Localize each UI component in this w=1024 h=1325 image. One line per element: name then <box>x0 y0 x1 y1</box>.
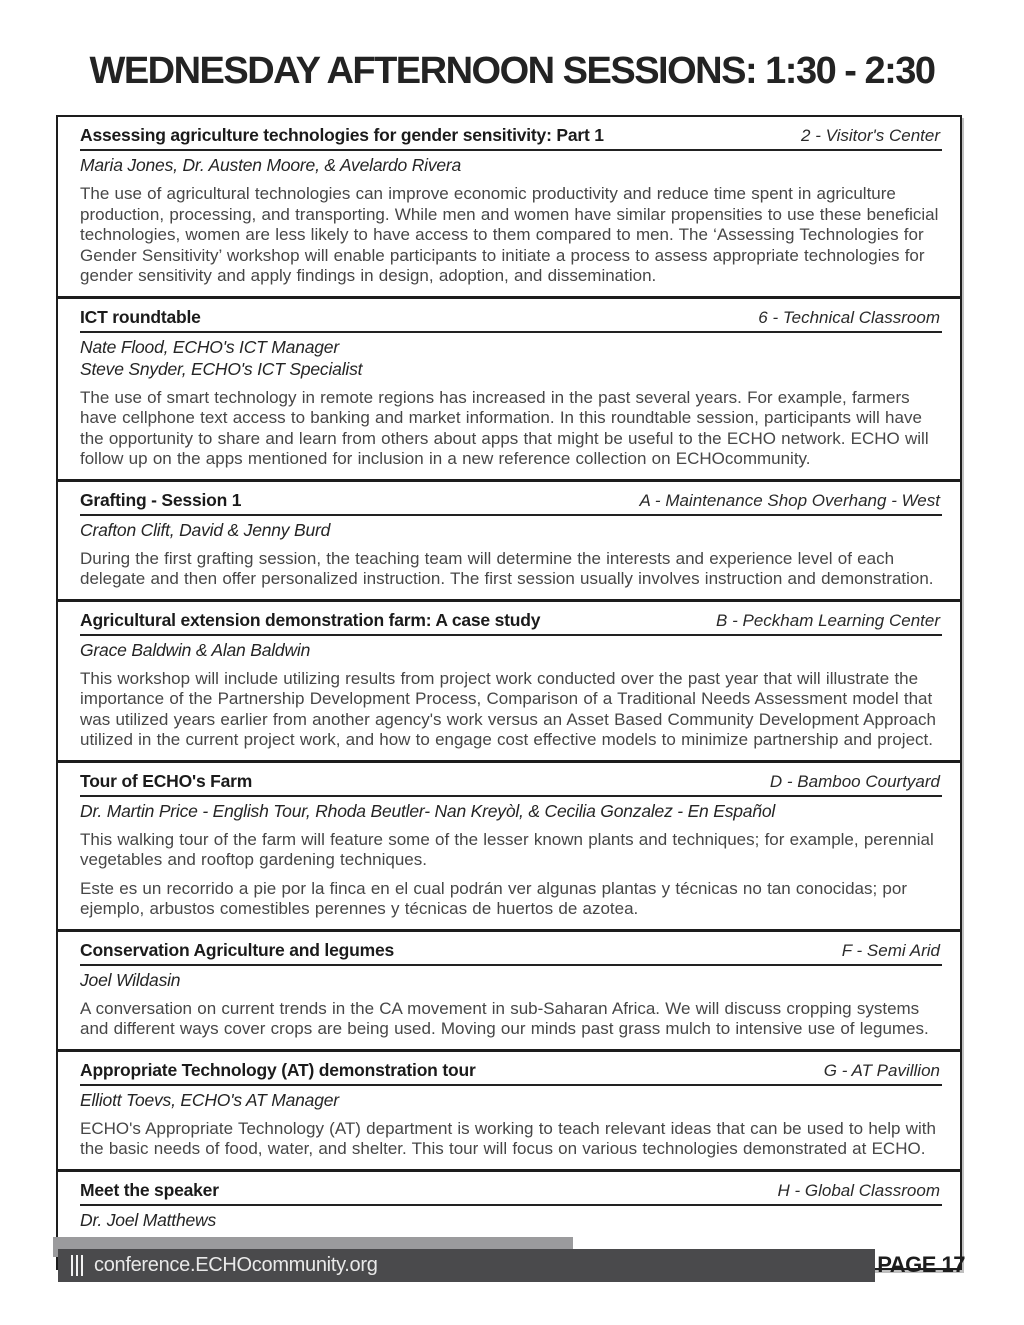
session-header <box>80 768 942 797</box>
session-description <box>80 549 942 590</box>
session-location: 6 - Technical Classroom <box>758 307 940 327</box>
speaker-line: Maria Jones, Dr. Austen Moore, & Avelardo Rivera <box>80 155 462 175</box>
speaker-line: Nate Flood, ECHO's ICT Manager <box>80 336 339 357</box>
session-speakers <box>80 519 942 541</box>
session-header <box>80 937 942 966</box>
session-card-4 <box>58 602 960 763</box>
description-paragraph: ECHO's Appropriate Technology (AT) department is working to teach relevant ideas that can be used to help with the basic needs of food, water, and shelter. This tour will focus on various technologies demonstrated at ECHO. <box>80 1118 936 1158</box>
session-header <box>80 607 942 636</box>
session-title: Appropriate Technology (AT) demonstration tour <box>80 1059 476 1080</box>
session-speakers <box>80 154 942 176</box>
speaker-line: Grace Baldwin & Alan Baldwin <box>80 639 311 660</box>
session-title: Conservation Agriculture and legumes <box>80 939 395 960</box>
speaker-line: Dr. Martin Price - English Tour, Rhoda Beutler- Nan Kreyòl, & Cecilia Gonzalez - En Español <box>80 800 776 821</box>
speaker-line: Dr. Joel Matthews <box>80 1209 216 1230</box>
speaker-line: Elliott Toevs, ECHO's AT Manager <box>80 1089 339 1110</box>
session-location: G - AT Pavillion <box>823 1060 940 1080</box>
description-paragraph: During the first grafting session, the teaching team will determine the interests and experience level of each delegate and then offer personalized instruction. The first session usually involves instruction and demonstration. <box>80 548 934 588</box>
sessions-list <box>56 115 962 1270</box>
session-title: Meet the speaker <box>80 1179 219 1200</box>
session-card-6 <box>58 932 960 1052</box>
session-description <box>80 830 942 920</box>
session-card-5 <box>58 763 960 932</box>
session-location: D - Bamboo Courtyard <box>769 771 940 791</box>
speaker-line: Joel Wildasin <box>80 969 181 990</box>
session-description <box>80 999 942 1040</box>
session-header <box>80 122 942 151</box>
session-description <box>80 388 942 470</box>
session-speakers <box>80 336 942 380</box>
triple-bar-icon <box>71 1255 83 1276</box>
session-card-3 <box>58 482 960 602</box>
session-location: F - Semi Arid <box>841 940 940 960</box>
session-header <box>80 1057 942 1086</box>
session-card-1 <box>58 117 960 299</box>
session-speakers <box>80 639 942 661</box>
session-header <box>80 304 942 333</box>
description-paragraph: The use of smart technology in remote regions has increased in the past several years. For example, farmers have cellphone text access to banking and market information. In this roundtable session, participants will have the opportunity to share and learn from others about apps that might be useful to the ECHO network. ECHO will follow up on the apps mentioned for inclusion in a new reference collection on ECHOcommunity. <box>80 387 929 468</box>
session-card-2 <box>58 299 960 482</box>
description-paragraph: This walking tour of the farm will feature some of the lesser known plants and techniques; for example, perennial vegetables and rooftop gardening techniques. <box>80 829 934 869</box>
session-speakers <box>80 800 942 822</box>
footer-website: conference.ECHOcommunity.org <box>94 1254 378 1276</box>
session-title: Grafting - Session 1 <box>80 489 242 510</box>
session-title: Tour of ECHO's Farm <box>80 770 253 791</box>
session-card-7 <box>58 1052 960 1172</box>
session-header <box>80 1177 942 1206</box>
session-location: B - Peckham Learning Center <box>716 610 940 630</box>
session-description <box>80 669 942 751</box>
session-description <box>80 1119 942 1160</box>
session-speakers <box>80 1209 942 1231</box>
session-speakers <box>80 1089 942 1111</box>
session-header <box>80 487 942 516</box>
speaker-line: Steve Snyder, ECHO's ICT Specialist <box>80 358 363 379</box>
session-description <box>80 184 942 287</box>
page-title: WEDNESDAY AFTERNOON SESSIONS: 1:30 - 2:30 <box>89 50 935 92</box>
footer-bar <box>58 1249 875 1282</box>
session-location: H - Global Classroom <box>777 1180 940 1200</box>
page-number: PAGE 17 <box>877 1252 965 1277</box>
session-location: 2 - Visitor's Center <box>801 126 940 145</box>
session-location: A - Maintenance Shop Overhang - West <box>639 490 940 510</box>
session-title: Assessing agriculture technologies for gender sensitivity: Part 1 <box>80 125 604 145</box>
session-title: Agricultural extension demonstration farm: A case study <box>80 609 541 630</box>
speaker-line: Crafton Clift, David & Jenny Burd <box>80 519 331 540</box>
description-paragraph: This workshop will include utilizing results from project work conducted over the past year that will illustrate the importance of the Partnership Development Process, Comparison of a Traditional Needs Assessment model that was utilized years earlier from another agency's work versus an Asset Based Community Development Approach utilized in the current project work, and how to engage cost effective models to minimize partnership and project. <box>80 668 936 749</box>
description-paragraph: Este es un recorrido a pie por la finca en el cual podrán ver algunas plantas y técnicas no tan conocidas; por ejemplo, arbustos comestibles perennes y técnicas de huertos de azotea. <box>80 878 907 918</box>
description-paragraph: The use of agricultural technologies can improve economic productivity and reduce time spent in agriculture production, processing, and transporting. While men and women have similar propensities to use these beneficial technologies, women are less likely to have access to them compared to men. The ‘Assessing Technologies for Gender Sensitivity’ workshop will enable participants to initiate a process to assess appropriate technologies for gender sensitivity and apply findings in design, adoption, and dissemination. <box>80 184 939 285</box>
session-title: ICT roundtable <box>80 306 201 327</box>
session-speakers <box>80 969 942 991</box>
description-paragraph: A conversation on current trends in the CA movement in sub-Saharan Africa. We will discuss cropping systems and different ways cover crops are being used. Moving our minds past grass mulch to intensive use of legumes. <box>80 998 929 1038</box>
